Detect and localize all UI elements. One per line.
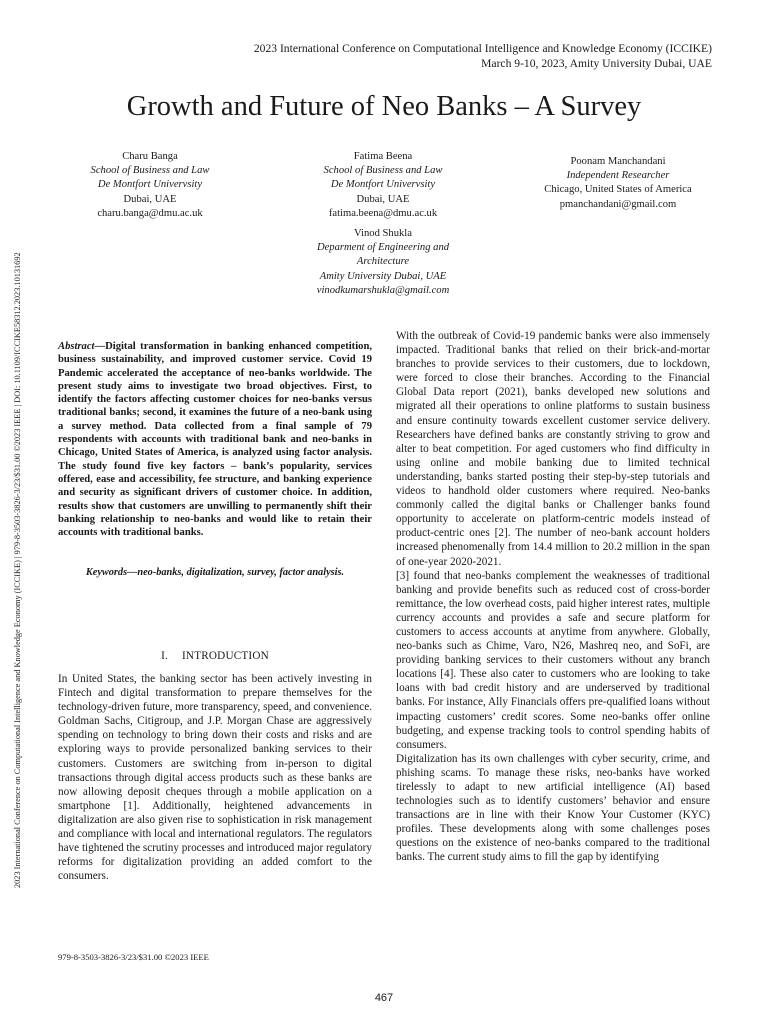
author-block — [70, 150, 230, 221]
author-name: Vinod Shukla — [354, 228, 412, 239]
page-number: 467 — [374, 992, 394, 1004]
keywords: Keywords—neo-banks, digitalization, survey, factor analysis. — [85, 567, 345, 578]
author-location: Dubai, UAE — [356, 193, 410, 205]
author-affiliation: Amity University Dubai, UAE — [319, 270, 447, 282]
body-paragraph: [3] found that neo-banks complement the weaknesses of traditional banking and provide benefits such as reduced cost of cross-border remittance, the low overhead costs, paid higher interest rates, multiple currency accounts and provides a safe and secure platform for customers to access accounts at anytime from anywhere. Globally, neo-banks such as Chime, Varo, N26, Mashreq neo, and SoFi, are providing banking services to their customers without any branch locations [4]. These also cater to customers who are looking to take loans with bad credit history and are underserved by traditional banks. For instance, Ally Financials offers pre-qualified loans without impacting customers’ credit scores. Some neo-banks offer online budgeting, and expense tracking tools to control spending habits of consumers. — [396, 569, 710, 751]
abstract — [58, 340, 372, 539]
author-name: Fatima Beena — [353, 151, 413, 162]
author-email[interactable]: vinodkumarshukla@gmail.com — [316, 284, 450, 296]
author-affiliation: Architecture — [356, 256, 410, 268]
author-name: Charu Banga — [122, 151, 178, 162]
copyright-footer: 979-8-3503-3826-3/23/$31.00 ©2023 IEEE — [58, 952, 209, 962]
body-paragraph: With the outbreak of Covid-19 pandemic banks were also immensely impacted. Traditional banks that relied on their brick-and-mortar branches to provide services to their customers, due to lockdown, were forced to close their branches. According to the Financial Global Data report (2021), banks developed new solutions and migrated all their operations to online platforms to sustain business and ensure continuity towards excellent customer service delivery. Researchers have defined banks are constantly striving to grow and alter to beat competition. For aged customers who find difficulty in using online and mobile banking due to limited technical understanding, banks started posting their step-by-step tutorials and videos to handhold older customers where required. Neo-banks commonly called the digital banks or Challenger banks found opportunity to accelerate on platform-centric models instead of product-centric ones [2]. The number of neo-bank account holders increased phenomenally from 14.4 million to 20.2 million in the span of one-year 2020-2021. — [396, 330, 710, 568]
author-location: Dubai, UAE — [123, 193, 177, 205]
abstract-paragraph — [58, 340, 372, 539]
author-block — [303, 150, 463, 221]
body-paragraph: Digitalization has its own challenges with cyber security, crime, and phishing scams. To manage these risks, neo-banks have worked tirelessly to adapt to new artificial intelligence (AI) based technologies such as to identify customers’ behavior and ensure transactions are in line with their Know Your Customer (KYC) profiles. These developments along with some challenges poses questions on the existence of neo-banks compared to the traditional banks. The current study aims to fill the gap by identifying — [396, 752, 710, 864]
section-title: INTRODUCTION — [182, 650, 269, 662]
abstract-label: Abstract — [58, 341, 95, 352]
introduction-body — [58, 672, 372, 883]
author-email[interactable]: pmanchandani@gmail.com — [559, 198, 677, 210]
abstract-text: —Digital transformation in banking enhanced competition, business sustainability, and improved customer service. Covid 19 Pandemic accelerated the acceptance of neo-banks worldwide. The present study aims to investigate two broad objectives. First, to identify the factors affecting customer choices for neo-banks versus traditional banks; second, it examines the future of a neo-bank using a survey method. Data collected from a final sample of 79 respondents with accounts with traditional bank and neo-banks in Chicago, United States of America, is analyzed using factor analysis. The study found five key factors – bank’s popularity, services offered, ease and accessibility, fee structure, and banking experience and security as significant drivers of customer choice. In addition, results show that customers are unwilling to permanently shift their banking relationship to neo-banks and would like to retain their accounts with traditional banks. — [58, 341, 372, 539]
body-paragraph: In United States, the banking sector has been actively investing in Fintech and digital transformation to prepare themselves for the technology-driven future, more transparency, speed, and convenience. Goldman Sachs, Citigroup, and J.P. Morgan Chase are aggressively spending on technology to bring down their costs and risks and are exploring ways to provide personalized banking services to their customers. Customers are switching from in-person to digital transactions through digital access products such as these banks are now allowing deposit cheques through a mobile application on a smartphone [1]. Additionally, heightened advancements in digitalization are also given rise to sophistication in risk management and compliance with local and international regulators. The regulators have tightened the scrutiny processes and introduced major regulatory reforms for digitalization providing an added comfort to the consumers. — [58, 673, 372, 883]
conference-date-venue: March 9-10, 2023, Amity University Dubai, UAE — [481, 57, 712, 70]
author-name: Poonam Manchandani — [570, 156, 666, 167]
side-citation-strip: 2023 International Conference on Computational Intelligence and Knowledge Economy (ICCIKE) | 979-8-3503-3826-3/23/$31.00 ©2023 IEEE | DOI: 10.1109/ICCIKE58312.2023.10131692 — [13, 252, 22, 888]
author-block — [523, 155, 713, 212]
conference-name: 2023 International Conference on Computational Intelligence and Knowledge Economy (ICCIKE) — [253, 42, 712, 55]
author-affiliation: School of Business and Law — [90, 165, 210, 177]
author-affiliation: Deparment of Engineering and — [316, 242, 450, 254]
author-affiliation: De Montfort Univervsity — [97, 179, 203, 191]
conference-header — [254, 41, 712, 71]
author-affiliation: De Montfort Univervsity — [330, 179, 436, 191]
author-affiliation: School of Business and Law — [323, 165, 443, 177]
right-column-body — [396, 329, 710, 865]
author-block — [303, 227, 463, 298]
paper-title: Growth and Future of Neo Banks – A Survey — [126, 91, 642, 122]
author-email[interactable]: fatima.beena@dmu.ac.uk — [328, 207, 438, 219]
section-number: I. — [161, 650, 168, 662]
author-affiliation: Independent Researcher — [566, 170, 670, 182]
author-email[interactable]: charu.banga@dmu.ac.uk — [97, 207, 203, 219]
section-heading — [58, 650, 372, 662]
author-location: Chicago, United States of America — [544, 184, 692, 196]
